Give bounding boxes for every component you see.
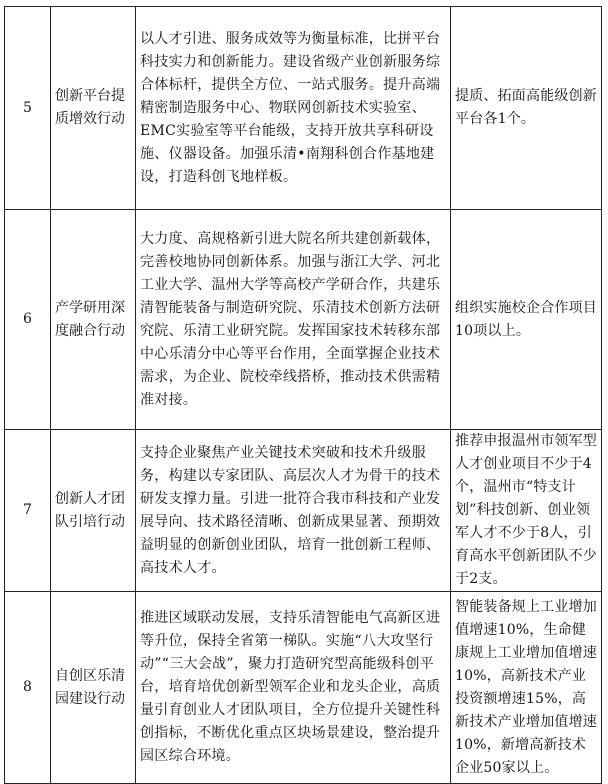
row-number: 7 xyxy=(5,430,51,592)
action-plan-table xyxy=(4,6,602,784)
action-content: 大力度、高规格新引进大院名所共建创新载体，完善校地协同创新体系。加强与浙江大学、河北工业大学、温州大学等高校产学研合作，共建乐清智能装备与制造研究院、乐清技术创新方法研究院、乐清工业研究院。发挥国家技术转移东部中心乐清分中心等平台作用，全面掌握企业技术需求，为企业、院校牵线搭桥，推动技术供需精准对接。 xyxy=(136,210,451,430)
action-content: 以人才引进、服务成效等为衡量标准，比拼平台科技实力和创新能力。建设省级产业创新服务综合体标杆，提供全方位、一站式服务。提升高端精密制造服务中心、物联网创新技术实验室、EMC实验室等平台能级，支持开放共享科研设施、仪器设备。加强乐清•南翔科创合作基地建设，打造科创飞地样板。 xyxy=(136,7,451,210)
action-name: 自创区乐清园建设行动 xyxy=(51,592,136,784)
action-target: 提质、拓面高能级创新平台各1个。 xyxy=(451,7,602,210)
action-content: 推进区域联动发展，支持乐清智能电气高新区进等升位，保持全省第一梯队。实施“八大攻坚行动”“三大会战”，聚力打造研究型高能级科创平台，培育培优创新型领军企业和龙头企业，高质量引育创业人才团队项目，全方位提升关键性科创指标，不断优化重点区块场景建设，整治提升园区综合环境。 xyxy=(136,592,451,784)
action-name: 创新人才团队引培行动 xyxy=(51,430,136,592)
action-target: 智能装备规上工业增加值增速10%，生命健康规上工业增加值增速10%，高新技术产业投资额增速15%，高新技术产业增加值增速10%，新增高新技术企业50家以上。 xyxy=(451,592,602,784)
action-name: 产学研用深度融合行动 xyxy=(51,210,136,430)
table-row xyxy=(5,210,602,430)
table-row xyxy=(5,592,602,784)
row-number: 5 xyxy=(5,7,51,210)
action-target: 推荐申报温州市领军型人才创业项目不少于4个，温州市“特支计划”科技创新、创业领军人才不少于8人，引育高水平创新团队不少于2支。 xyxy=(451,430,602,592)
action-target: 组织实施校企合作项目10项以上。 xyxy=(451,210,602,430)
row-number: 8 xyxy=(5,592,51,784)
row-number: 6 xyxy=(5,210,51,430)
table-row xyxy=(5,430,602,592)
table-row xyxy=(5,7,602,210)
action-content: 支持企业聚焦产业关键技术突破和技术升级服务，构建以专家团队、高层次人才为骨干的技术研发支撑力量。引进一批符合我市科技和产业发展导向、技术路径清晰、创新成果显著、预期效益明显的创新创业团队，培育一批创新工程师、高技术人才。 xyxy=(136,430,451,592)
action-name: 创新平台提质增效行动 xyxy=(51,7,136,210)
